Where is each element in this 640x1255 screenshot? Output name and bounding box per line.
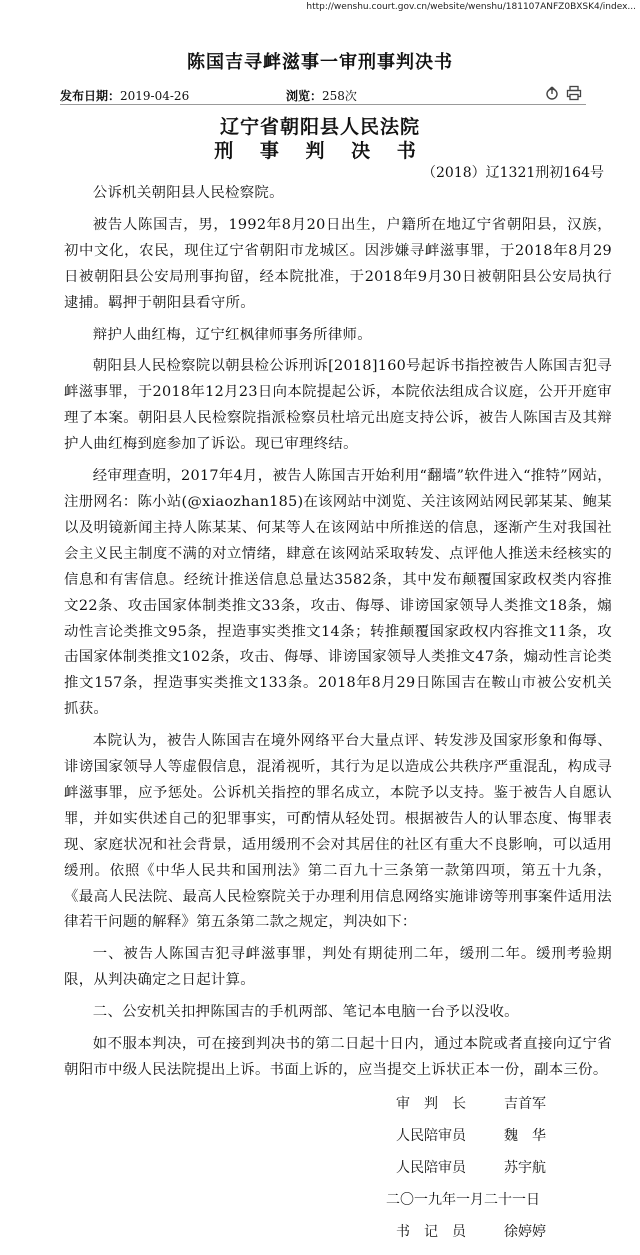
paragraph-verdict-2: 二、公安机关扣押陈国吉的手机两部、笔记本电脑一台予以没收。 (92, 1004, 519, 1021)
publish-date-value: 2019-04-26 (120, 89, 190, 103)
signature-name: 徐婷婷 (504, 1224, 546, 1240)
paragraph-prosecutor: 公诉机关朝阳县人民检察院。 (92, 185, 284, 201)
publish-date-label: 发布日期： (60, 89, 121, 103)
publish-date (60, 87, 189, 104)
page-url: http://wenshu.court.gov.cn/website/wenshu/181107ANFZ0BXSK4/index... (306, 2, 636, 12)
signature-role: 书 记 员 (396, 1224, 466, 1240)
signature-role: 人民陪审员 (396, 1160, 466, 1176)
case-number: （2018）辽1321刑初164号 (422, 165, 604, 181)
paragraph-verdict-1: 一、被告人陈国吉犯寻衅滋事罪，判处有期徒刑二年，缓刑二年。缓刑考验期限，从判决确定之日起计算。 (64, 946, 612, 989)
view-count (286, 87, 357, 104)
page-title: 陈国吉寻衅滋事一审刑事判决书 (187, 52, 453, 73)
judgment-date-text: 二〇一九年一月二十一日 (386, 1192, 540, 1208)
judgment-title: 刑 事 判 决 书 (214, 140, 426, 162)
signature-name: 吉首军 (504, 1096, 546, 1112)
paragraph-appeal: 如不服本判决，可在接到判决书的第二日起十日内，通过本院或者直接向辽宁省朝阳市中级人民法院提出上诉。书面上诉的，应当提交上诉状正本一份，副本三份。 (64, 1036, 612, 1078)
toolbar (544, 85, 582, 101)
share-icon[interactable] (544, 85, 560, 101)
print-icon[interactable] (566, 85, 582, 101)
judgment-body (64, 181, 612, 1090)
view-count-value: 258次 (322, 89, 357, 103)
signature-name: 苏宇航 (504, 1160, 546, 1176)
paragraph-procedure: 朝阳县人民检察院以朝县检公诉刑诉[2018]160号起诉书指控被告人陈国吉犯寻衅滋事罪，于2018年12月23日向本院提起公诉，本院依法组成合议庭，公开开庭审理了本案。朝阳县人民检察院指派检察员杜培元出庭支持公诉，被告人陈国吉及其辩护人曲红梅到庭参加了诉讼。现已审理终结。 (64, 358, 612, 453)
signature-name: 魏 华 (504, 1128, 546, 1144)
paragraph-reasoning: 本院认为，被告人陈国吉在境外网络平台大量点评、转发涉及国家形象和侮辱、诽谤国家领导人等虚假信息，混淆视听，其行为足以造成公共秩序严重混乱，构成寻衅滋事罪，应予惩处。公诉机关指控的罪名成立，本院予以支持。鉴于被告人自愿认罪，并如实供述自己的犯罪事实，可酌情从轻处罚。根据被告人的认罪态度、悔罪表现、家庭状况和社会背景，适用缓刑不会对其居住的社区有重大不良影响，可以适用缓刑。依照《中华人民共和国刑法》第二百九十三条第一款第四项，第五十九条，《最高人民法院、最高人民检察院关于办理利用信息网络实施诽谤等刑事案件适用法律若干问题的解释》第五条第二款之规定，判决如下： (64, 733, 612, 931)
view-count-label: 浏览： (286, 89, 323, 103)
court-name: 辽宁省朝阳县人民法院 (219, 116, 420, 138)
signature-role: 审 判 长 (396, 1096, 466, 1112)
paragraph-defendant: 被告人陈国吉，男，1992年8月20日出生，户籍所在地辽宁省朝阳县，汉族，初中文化，农民，现住辽宁省朝阳市龙城区。因涉嫌寻衅滋事罪，于2018年8月29日被朝阳县公安局刑事拘留，经本院批准，于2018年9月30日被朝阳县公安局执行逮捕。羁押于朝阳县看守所。 (64, 216, 612, 311)
paragraph-defender: 辩护人曲红梅，辽宁红枫律师事务所律师。 (92, 326, 372, 343)
paragraph-facts: 经审理查明，2017年4月，被告人陈国吉开始利用“翻墙”软件进入“推特”网站，注册网名：陈小站(@xiaozhan185)在该网站中浏览、关注该网站网民郭某某、鲍某以及明镜新闻主持人陈某某、何某等人在该网站中所推送的信息，逐渐产生对我国社会主义民主制度不满的对立情绪，肆意在该网站采取转发、点评他人推送未经核实的信息和有害信息。经统计推送信息总量达3582条，其中发布颠覆国家政权类内容推文22条、攻击国家体制类推文33条，攻击、侮辱、诽谤国家领导人类推文18条，煽动性言论类推文95条，捏造事实类推文14条；转推颠覆国家政权内容推文11条，攻击国家体制类推文102条，攻击、侮辱、诽谤国家领导人类推文47条，煽动性言论类推文157条，捏造事实类推文133条。2018年8月29日陈国吉在鞍山市被公安机关抓获。 (64, 468, 612, 718)
signature-role: 人民陪审员 (396, 1128, 466, 1144)
header-divider (60, 104, 586, 105)
